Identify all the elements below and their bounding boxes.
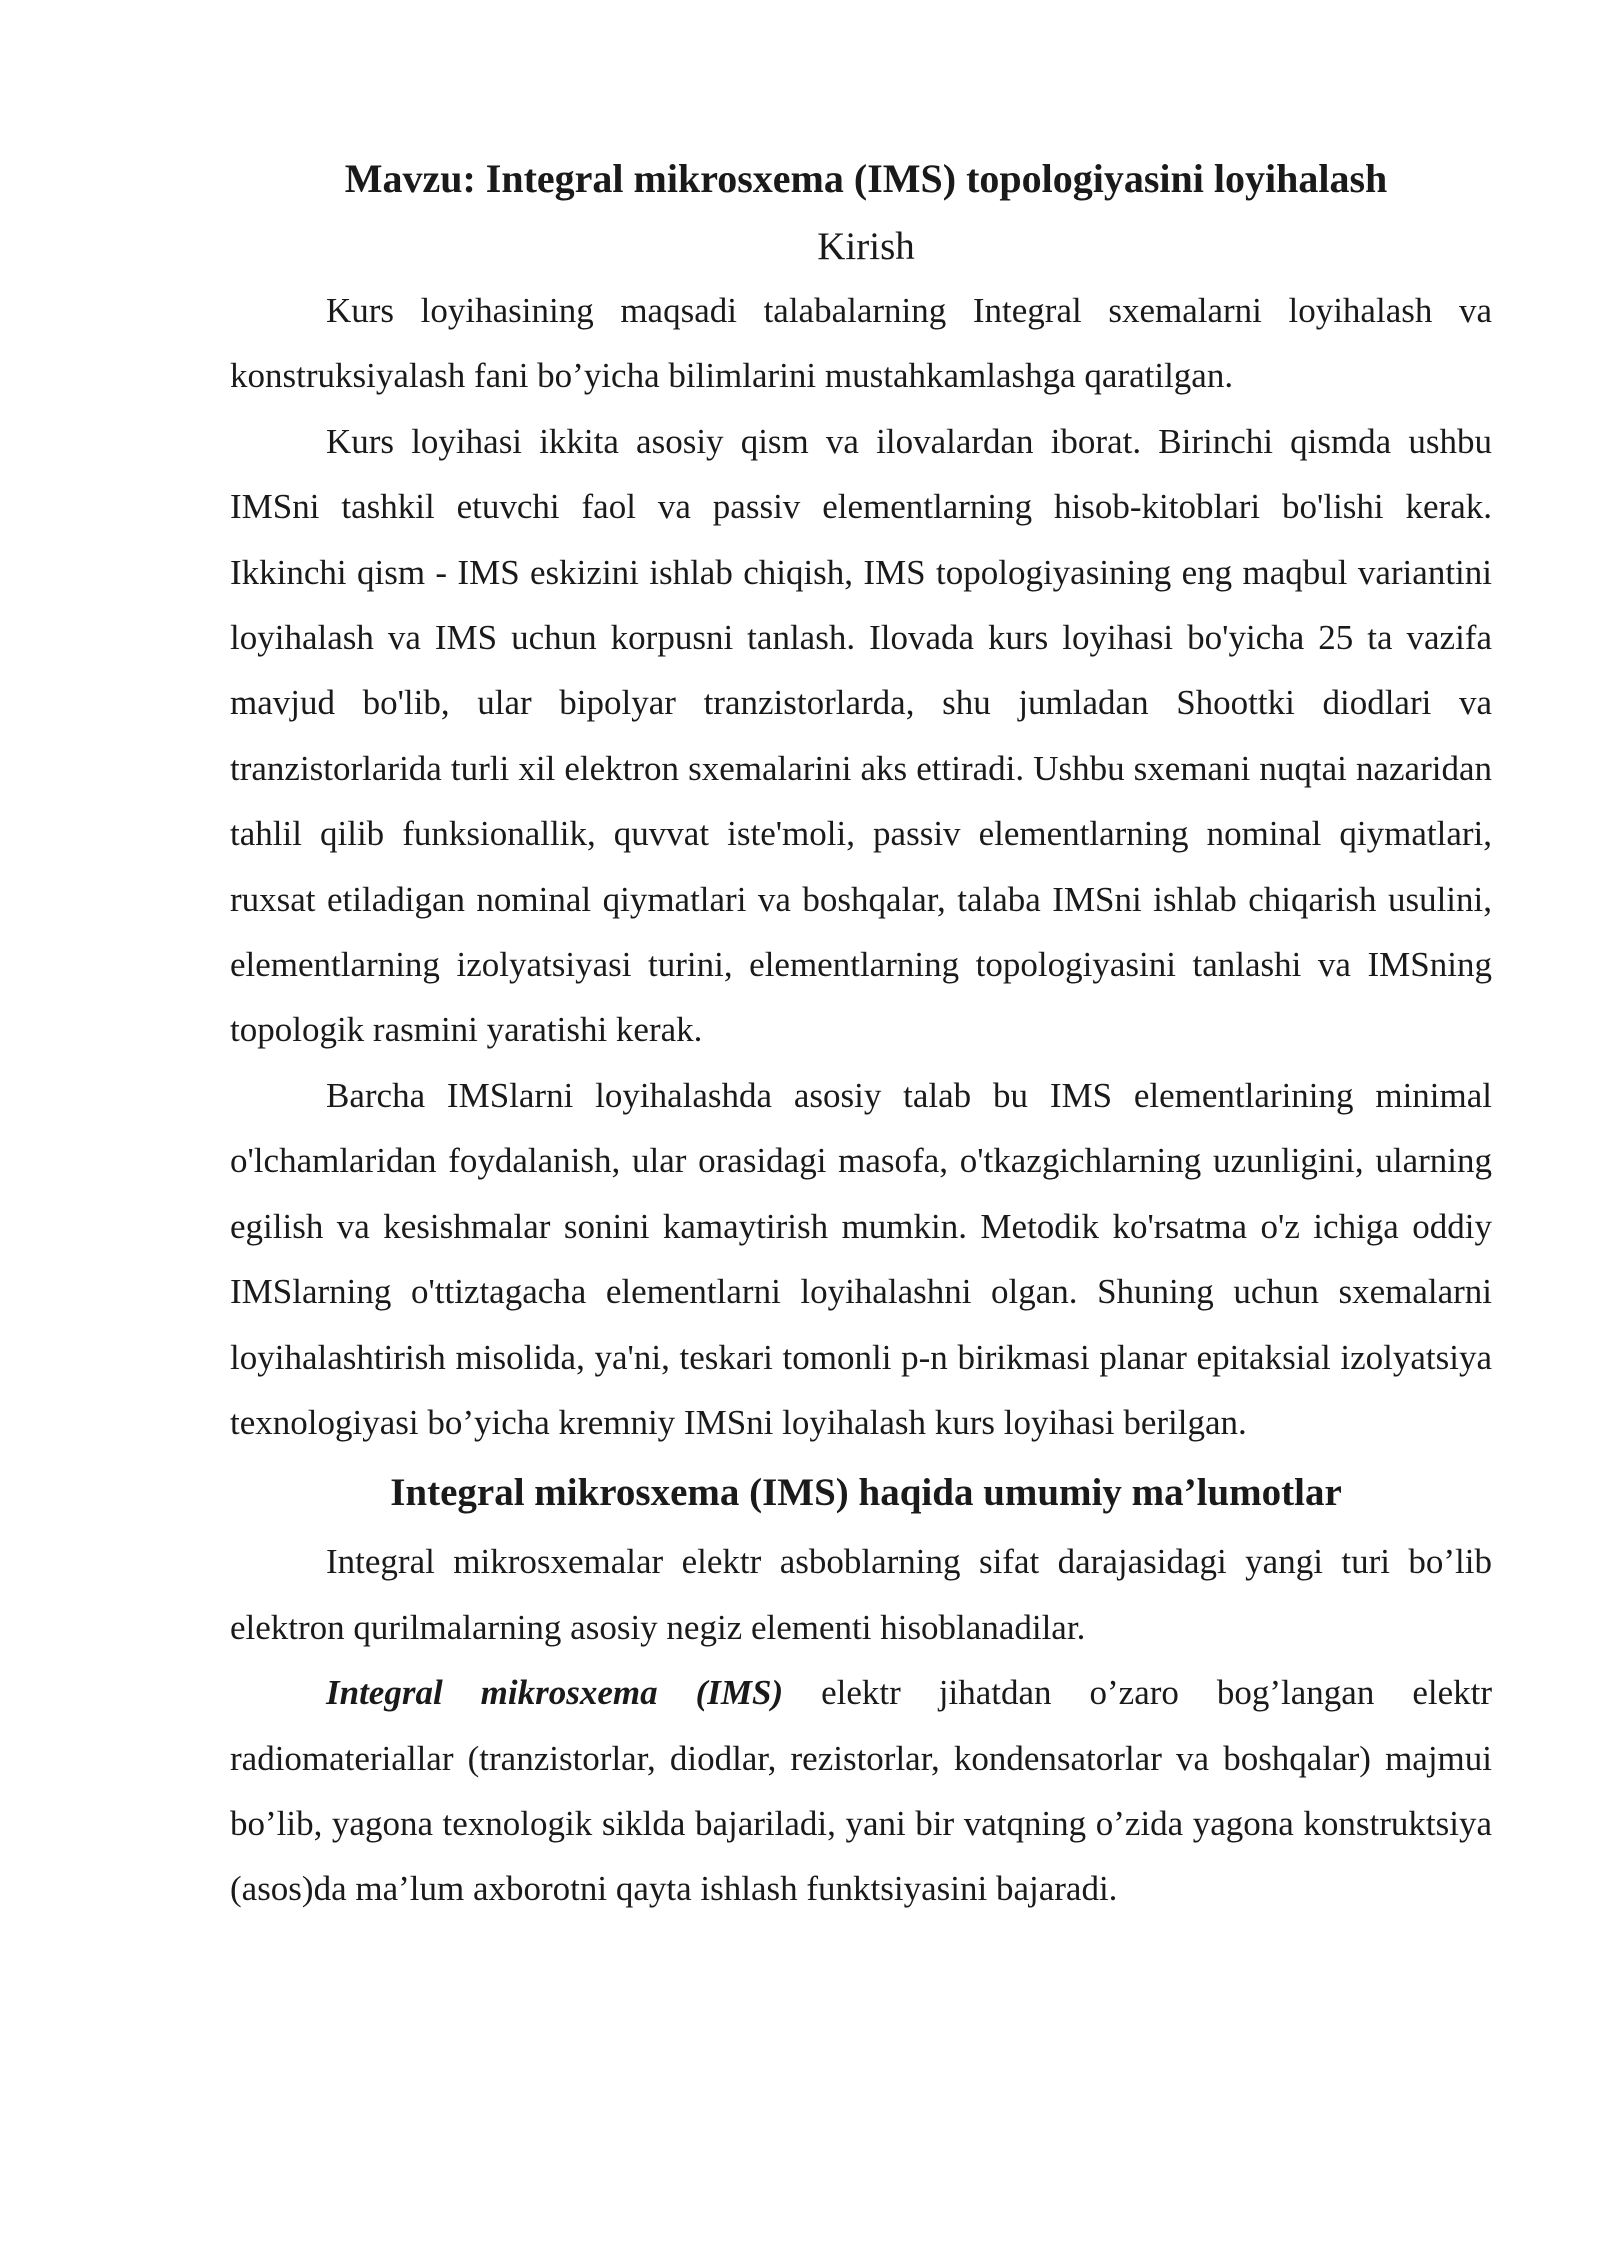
intro-paragraph-requirements: Barcha IMSlarni loyihalashda asosiy talab bu IMS elementlarining minimal o'lchamlaridan foydalanish, ular orasidagi masofa, o'tkazgichlarning uzunligini, ularning egilish va kesishmalar sonini kamaytirish mumkin. Metodik ko'rsatma o'z ichiga oddiy IMSlarning o'ttiztagacha elementlarni loyihalashni olgan. Shuning uchun sxemalarni loyihalashtirish misolida, ya'ni, teskari tomonli p-n birikmasi planar epitaksial izolyatsiya texnologiyasi bo’yicha kremniy IMSni loyihalash kurs loyihasi berilgan. [230, 1075, 1492, 1442]
definition-term: Integral mikrosxema (IMS) [326, 1673, 784, 1713]
intro-paragraph-structure: Kurs loyihasi ikkita asosiy qism va ilovalardan iborat. Birinchi qismda ushbu IMSni tashkil etuvchi faol va passiv elementlarning hisob-kitoblari bo'lishi kerak. Ikkinchi qism - IMS eskizini ishlab chiqish, IMS topologiyasining eng maqbul variantini loyihalash va IMS uchun korpusni tanlash. Ilovada kurs loyihasi bo'yicha 25 ta vazifa mavjud bo'lib, ular bipolyar tranzistorlarda, shu jumladan Shoottki diodlari va tranzistorlarida turli xil elektron sxemalarini aks ettiradi. Ushbu sxemani nuqtai nazaridan tahlil qilib funksionallik, quvvat iste'moli, passiv elementlarning nominal qiymatlari, ruxsat etiladigan nominal qiymatlari va boshqalar, talaba IMSni ishlab chiqarish usulini, elementlarning izolyatsiyasi turini, elementlarning topologiyasini tanlashi va IMSning topologik rasmini yaratishi kerak. [230, 421, 1492, 1050]
document-body [230, 150, 1492, 1922]
document-title: Mavzu: Integral mikrosxema (IMS) topologiyasini loyihalash [344, 156, 1388, 201]
section-paragraph-definition [230, 1660, 1492, 1922]
intro-paragraph-goal: Kurs loyihasining maqsadi talabalarning Integral sxemalarni loyihalash va konstruksiyalash fani bo’yicha bilimlarini mustahkamlashga qaratilgan. [230, 291, 1492, 396]
definition-text: elektr jihatdan o’zaro bog’langan elektr radiomateriallar (tranzistorlar, diodlar, rezistorlar, kondensatorlar va boshqalar) majmui bo’lib, yagona texnologik siklda bajariladi, yani bir vatqning o’zida yagona konstruktsiya (asos)da ma’lum axborotni qayta ishlash funktsiyasini bajaradi. [230, 1673, 1493, 1909]
section-heading-general-info: Integral mikrosxema (IMS) haqida umumiy ma’lumotlar [390, 1471, 1342, 1515]
section-paragraph-overview: Integral mikrosxemalar elektr asboblarning sifat darajasidagi yangi turi bo’lib elektron qurilmalarning asosiy negiz elementi hisoblanadilar. [230, 1542, 1492, 1647]
introduction-heading: Kirish [817, 225, 915, 268]
